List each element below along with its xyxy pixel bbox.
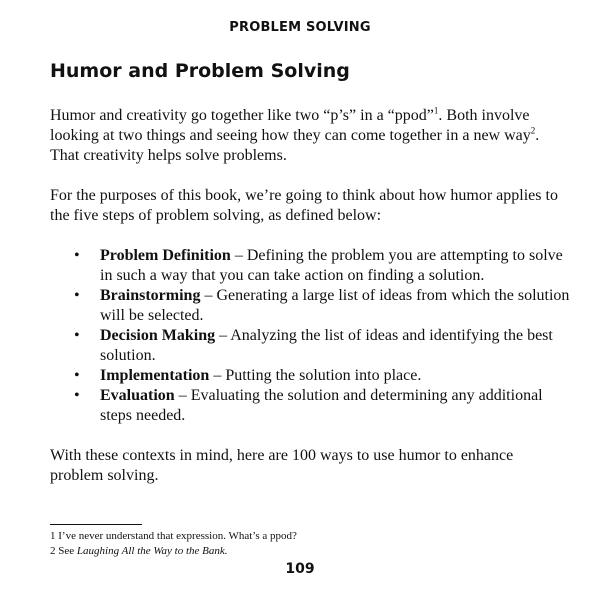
step-description: – Analyzing the list of ideas and identifying the best solution.: [100, 327, 553, 364]
running-header: PROBLEM SOLVING: [229, 20, 371, 35]
step-description: – Defining the problem you are attempting to solve in such a way that you can take action on finding a solution.: [100, 247, 563, 284]
step-term: Problem Definition: [100, 247, 231, 264]
list-item: [50, 326, 570, 366]
step-description: – Evaluating the solution and determining any additional steps needed.: [100, 387, 543, 424]
footnote-1: 1 I’ve never understand that expression. What’s a ppod?: [50, 530, 297, 542]
paragraph-closing: With these contexts in mind, here are 100 ways to use humor to enhance problem solving.: [50, 447, 514, 484]
step-description: – Generating a large list of ideas from which the solution will be selected.: [100, 287, 570, 324]
paragraph-intro-part-c: . That creativity helps solve problems.: [50, 127, 540, 164]
footnote-divider: [50, 524, 142, 525]
bullet: •: [74, 327, 80, 344]
footnote-2-prefix: 2 See: [50, 545, 77, 557]
paragraph-purpose: For the purposes of this book, we’re going to think about how humor applies to the five steps of problem solving, as defined below:: [50, 187, 558, 224]
list-item: [50, 286, 570, 326]
step-description: – Putting the solution into place.: [209, 367, 422, 384]
list-item: [50, 246, 570, 286]
footnote-2: [50, 545, 228, 558]
body-text: [50, 106, 570, 486]
bullet: •: [74, 367, 80, 384]
footnote-2-book-title: Laughing All the Way to the Bank.: [76, 545, 228, 557]
bullet: •: [74, 287, 80, 304]
step-term: Evaluation: [100, 387, 175, 404]
bullet: •: [74, 247, 80, 264]
bullet: •: [74, 387, 80, 404]
footnote-ref-1: 1: [433, 105, 439, 116]
footnote-ref-2: 2: [530, 125, 536, 136]
section-title: Humor and Problem Solving: [50, 60, 350, 82]
paragraph-intro: [50, 106, 570, 166]
list-item: [50, 386, 570, 426]
step-term: Decision Making: [100, 327, 216, 344]
list-item: [50, 366, 570, 386]
page-number: 109: [285, 561, 315, 577]
paragraph-intro-part-b: . Both involve looking at two things and seeing how they can come together in a new way: [50, 107, 531, 144]
step-term: Brainstorming: [100, 287, 201, 304]
paragraph-intro-part-a: Humor and creativity go together like two “p’s” in a “ppod”: [50, 107, 434, 124]
problem-solving-steps-list: [50, 246, 570, 426]
step-term: Implementation: [100, 367, 210, 384]
